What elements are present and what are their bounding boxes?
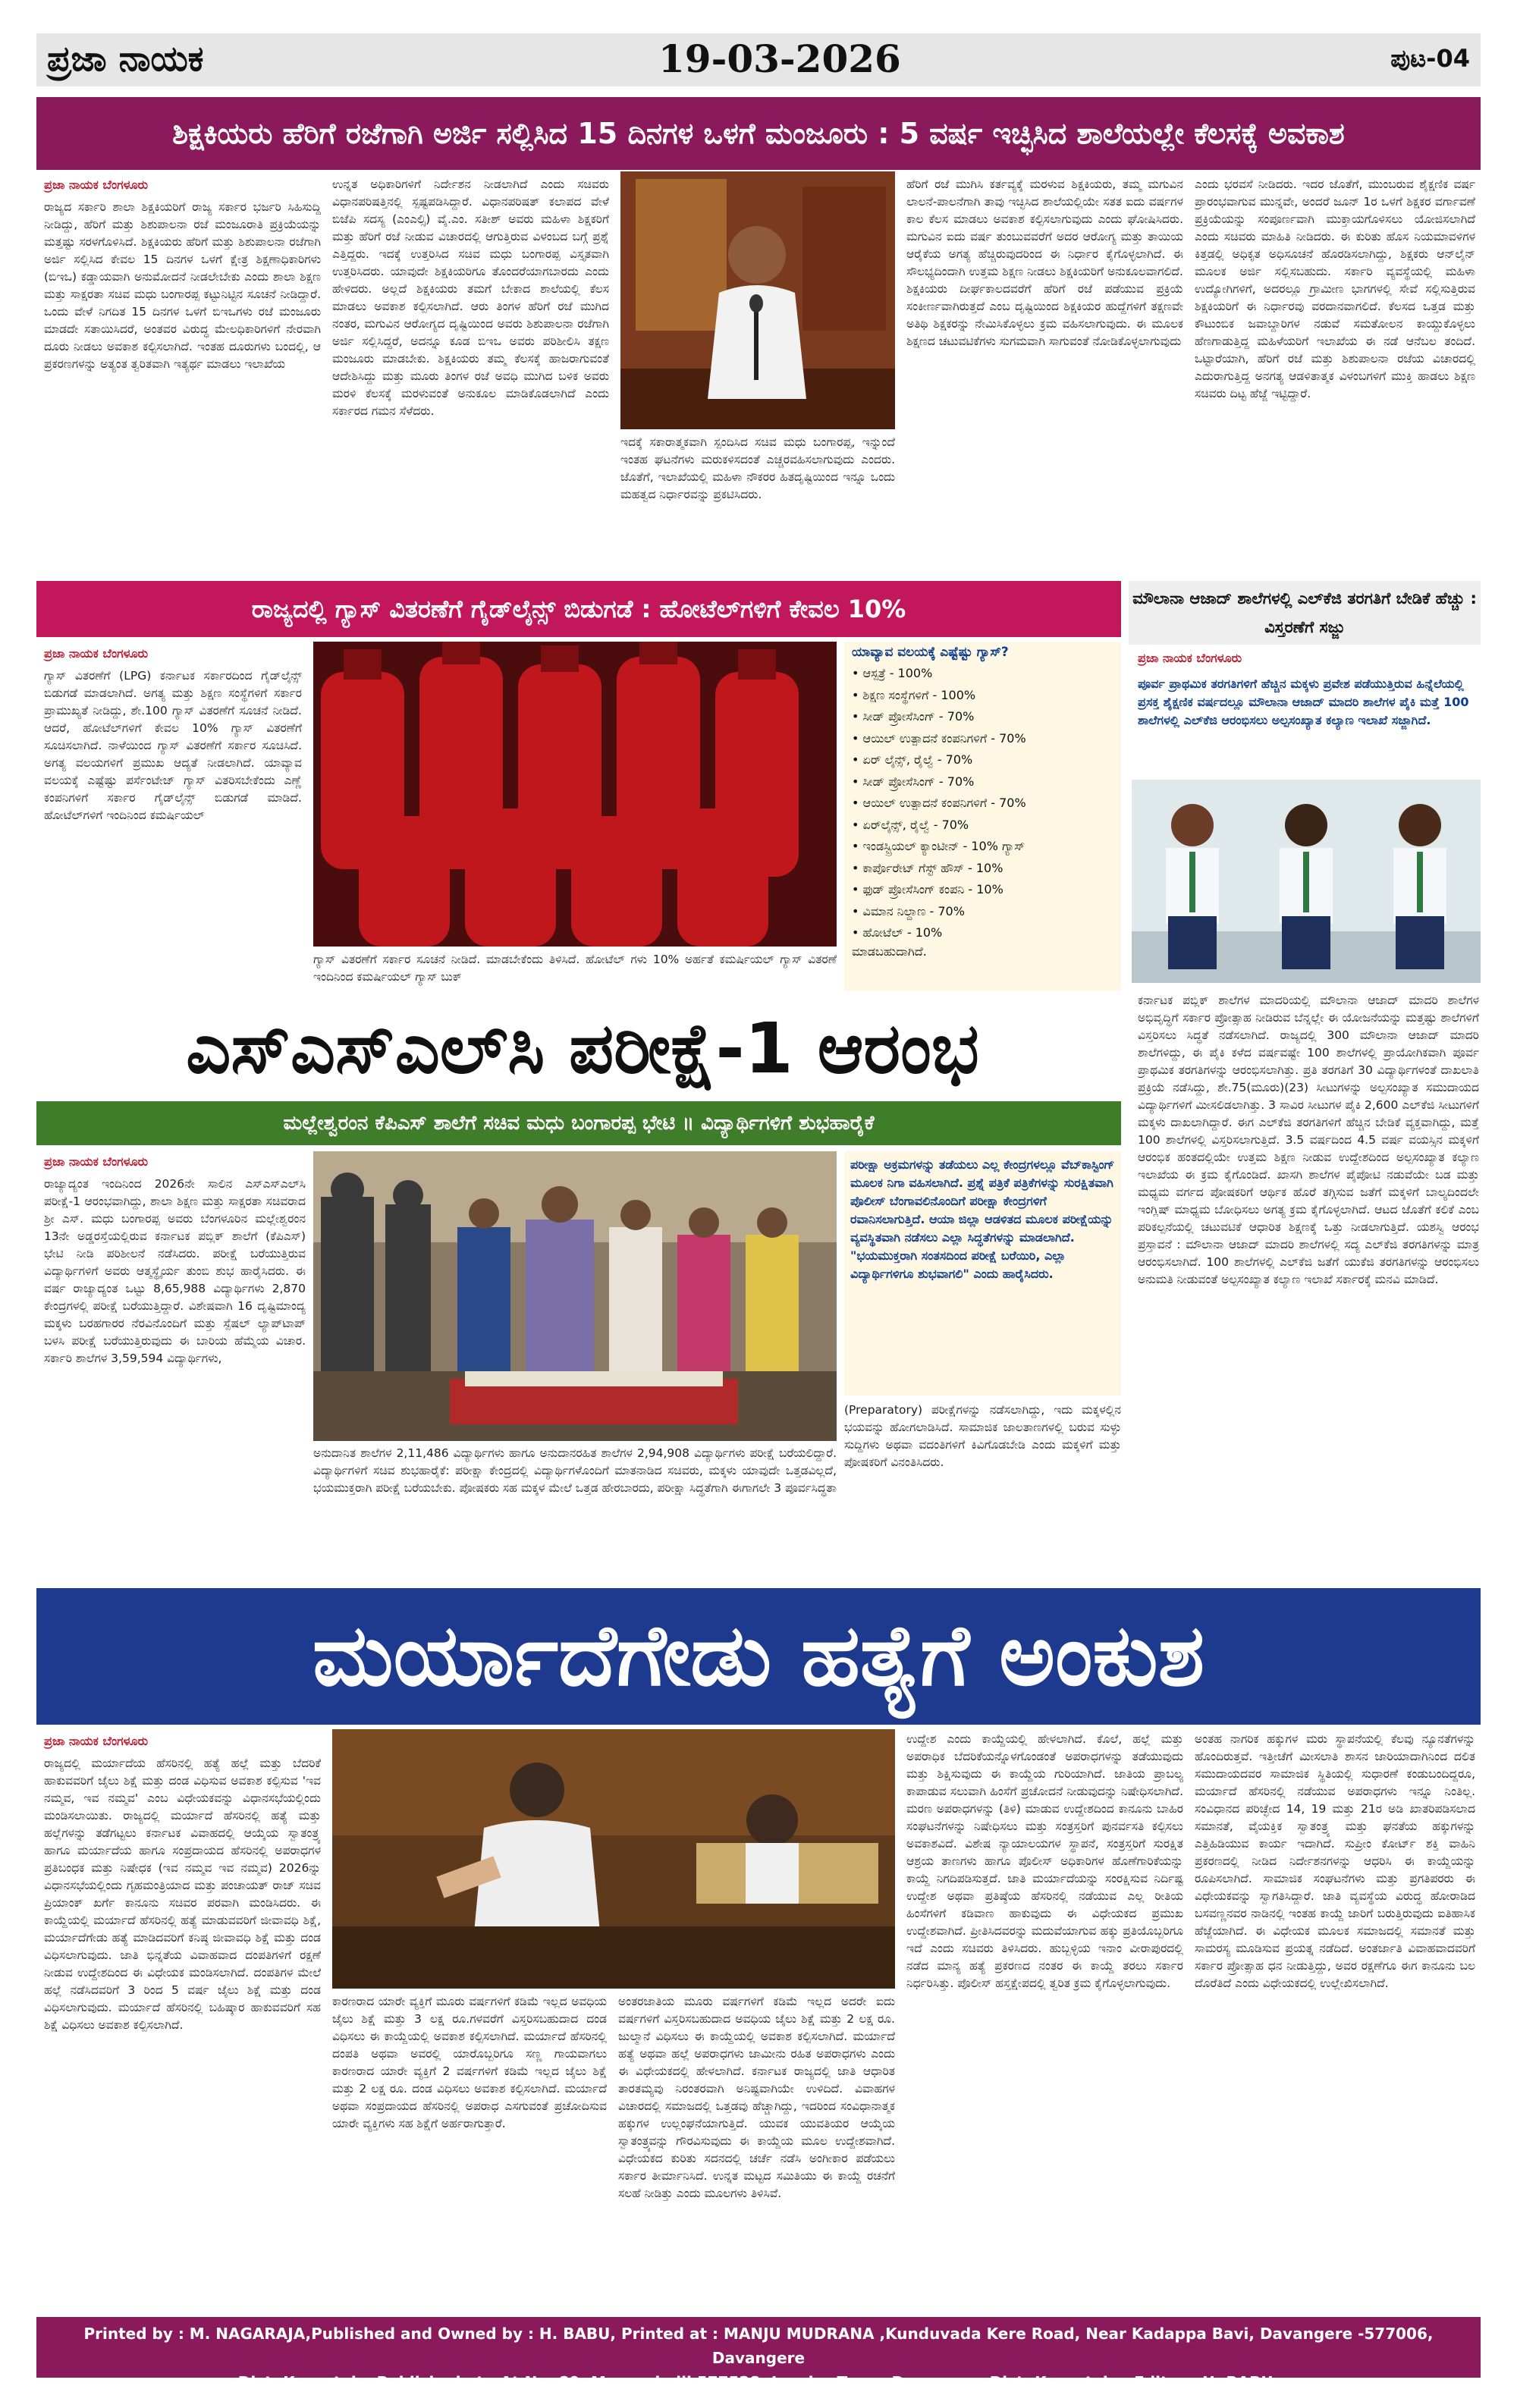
story3-col3: (Preparatory) ಪರೀಕ್ಷೆಗಳನ್ನು ನಡೆಸಲಾಗಿದ್ದು, ಇದು ಮಕ್ಕಳಲ್ಲಿನ ಭಯವನ್ನು ಹೋಗಲಾಡಿಸಿದೆ. ಸಾಮಾಜಿಕ ಜಾಲತಾಣಗಳಲ್ಲಿ ಬರುವ ಸುಳ್ಳು ಸುದ್ದಿಗಳು ಅಥವಾ ವದಂತಿಗಳಿಗೆ ಕಿವಿಗೊಡಬೇಡಿ ಎಂದು ಮಕ್ಕಳಿಗೆ ಮತ್ತು ಪೋಷಕರಿಗೆ ವಿನಂತಿಸಿದರು. [844, 1403, 1121, 1469]
story4-caption: ಕಾರಣರಾದ ಯಾರೇ ವ್ಯಕ್ತಿಗೆ ಮೂರು ವರ್ಷಗಳಿಗೆ ಕಡಿಮೆ ಇಲ್ಲದ ಅವಧಿಯ ಜೈಲು ಶಿಕ್ಷೆ ಮತ್ತು 3 ಲಕ್ಷ ರೂ.ಗಳವರೆಗೆ ವಿಸ್ತರಿಸಬಹುದಾದ ದಂಡ ವಿಧಿಸಲು ಈ ಕಾಯ್ದೆಯಲ್ಲಿ ಅವಕಾಶ ಕಲ್ಪಿಸಲಾಗಿದೆ. ಮರ್ಯಾದೆ ಹೆಸರಿನಲ್ಲಿ ದಂಪತಿ ಅಥವಾ ಅವರಲ್ಲಿ ಯಾರೊಬ್ಬರಿಗೂ ಸಣ್ಣ ಗಾಯವಾಗಲು ಕಾರಣರಾದ ಯಾರೇ ವ್ಯಕ್ತಿಗೆ 2 ವರ್ಷಗಳಿಗೆ ಕಡಿಮೆ ಇಲ್ಲದ ಜೈಲು ಶಿಕ್ಷೆ ಮತ್ತು 2 ಲಕ್ಷ ರೂ. ದಂಡ ವಿಧಿಸಲು ಅವಕಾಶ ಕಲ್ಪಿಸಲಾಗಿದೆ. ಮರ್ಯಾದೆ ಅಥವಾ ಸಂಪ್ರದಾಯದ ಹೆಸರಿನಲ್ಲಿ ಅಪರಾಧ ಎಸಗುವಂತೆ ಪ್ರಚೋದಿಸುವ ಯಾರೇ ವ್ಯಕ್ತಿಗಳು ಸಹ ಶಿಕ್ಷೆಗೆ ಅರ್ಹರಾಗುತ್ತಾರೆ. [332, 1995, 607, 2130]
gas-allocation-list [852, 663, 1113, 944]
gas-item: • ಏರ್ ಲೈನ್ಸ್, ರೈಲ್ವೆ - 70% [852, 749, 1113, 771]
story2-photo [313, 642, 837, 947]
gas-item: • ಸೀಡ್ ಪ್ರೋಸೆಸಿಂಗ್ - 70% [852, 771, 1113, 793]
side-body: ಕರ್ನಾಟಕ ಪಬ್ಲಿಕ್ ಶಾಲೆಗಳ ಮಾದರಿಯಲ್ಲಿ ಮೌಲಾನಾ ಆಜಾದ್ ಮಾದರಿ ಶಾಲೆಗಳ ಅಭಿವೃದ್ಧಿಗೆ ಸರ್ಕಾರ ಪ್ರೋತ್ಸಾಹ ನೀಡಿರುವ ಬೆನ್ನಲ್ಲೇ ಈ ಯೋಜನೆಯನ್ನು ಮತ್ತಷ್ಟು ಶಾಲೆಗಳಿಗೆ ವಿಸ್ತರಿಸಲು ಸಿದ್ಧತೆ ನಡೆಸಲಾಗಿದೆ. ರಾಜ್ಯದಲ್ಲಿ 300 ಮೌಲಾನಾ ಆಜಾದ್ ಮಾದರಿ ಶಾಲೆಗಳಿದ್ದು, ಈ ಪೈಕಿ ಕಳೆದ ವರ್ಷವಷ್ಟೇ 100 ಶಾಲೆಗಳಲ್ಲಿ ಪ್ರಾಯೋಗಿಕವಾಗಿ ಪೂರ್ವ ಪ್ರಾಥಮಿಕ ತರಗತಿಗಳನ್ನು ಆರಂಭಿಸಲಾಗಿತ್ತು. ಪ್ರತಿ ತರಗತಿಗೆ 30 ವಿದ್ಯಾರ್ಥಿಗಳಂತೆ ದಾಖಲಾತಿ ಪ್ರಕ್ರಿಯೆ ನಡೆಸಿದ್ದು, ಶೇ.75(ಮೂರು)(23) ಸೀಟುಗಳನ್ನು ಅಲ್ಪಸಂಖ್ಯಾತ ಸಮುದಾಯದ ವಿದ್ಯಾರ್ಥಿಗಳಿಗೆ ಮೀಸಲಿಡಲಾಗಿತ್ತು. 3 ಸಾವಿರ ಸೀಟುಗಳ ಪೈಕಿ 2,600 ಎಲ್‌ಕೆಜಿ ಸೀಟುಗಳಿಗೆ ಮಕ್ಕಳು ದಾಖಲಾಗಿದ್ದಾರೆ. ಈಗ ಎಲ್‌ಕೆಜಿ ತರಗತಿಗಳಿಗೆ ಹೆಚ್ಚಿನ ಬೇಡಿಕೆ ವ್ಯಕ್ತವಾಗಿದ್ದು, ಮತ್ತೆ 100 ಶಾಲೆಗಳಲ್ಲಿ ವಿಸ್ತರಿಸಲಾಗುತ್ತಿದೆ. 3.5 ವರ್ಷದಿಂದ 4.5 ವರ್ಷ ವಯಸ್ಸಿನ ಮಕ್ಕಳಿಗೆ ಆರಂಭಿಕ ಹಂತದಲ್ಲಿಯೇ ಉತ್ತಮ ಶಿಕ್ಷಣ ನೀಡುವ ಉದ್ದೇಶದಿಂದ ಅಲ್ಪಸಂಖ್ಯಾತ ಕಲ್ಯಾಣ ಇಲಾಖೆಯ ಈ ಕ್ರಮ ಕೈಗೊಂಡಿದೆ. ಖಾಸಗಿ ಶಾಲೆಗಳ ಪೈಪೋಟಿ ನಡುವೆಯೇ ಬಡ ಮತ್ತು ಮಧ್ಯಮ ವರ್ಗದ ಪೋಷಕರಿಗೆ ಆರ್ಥಿಕ ಹೊರೆ ತಗ್ಗಿಸುವ ಜತೆಗೆ ಮಕ್ಕಳಿಗೆ ಬಾಲ್ಯದಿಂದಲೇ ಇಂಗ್ಲಿಷ್ ಮಾಧ್ಯಮ ಬೋಧಿಸಲು ಅಗತ್ಯ ಕ್ರಮ ಕೈಗೊಳ್ಳಲಾಗಿದೆ. ಆಟದ ಜೊತೆಗೆ ಕಲಿಕೆ ಎಂಬ ಪರಿಕಲ್ಪನೆಯಲ್ಲಿ ಚಟುವಟಿಕೆ ಆಧಾರಿತ ಶಿಕ್ಷಣಕ್ಕೆ ಒತ್ತು ನೀಡಲಾಗುತ್ತಿದೆ. ಯಶಸ್ವಿ ಆರಂಭ ಪ್ರಸ್ತಾವನೆ : ಮೌಲಾನಾ ಆಜಾದ್ ಮಾದರಿ ಶಾಲೆಗಳಲ್ಲಿ ಸದ್ಯ ಎಲ್‌ಕೆಜಿ ತರಗತಿಗಳನ್ನು ಮಾತ್ರ ಆರಂಭಿಸಲಾಗಿದೆ. 100 ಶಾಲೆಗಳಲ್ಲಿ ಎಲ್‌ಕೆಜಿ ಜತೆಗೆ ಯುಕೆಜಿ ತರಗತಿಗಳನ್ನು ಆರಂಭಿಸಲು ಅನುಮತಿ ನೀಡುವಂತೆ ಅಲ್ಪಸಂಖ್ಯಾತ ಕಲ್ಯಾಣ ಇಲಾಖೆ ಸರ್ಕಾರಕ್ಕೆ ಮನವಿ ಮಾಡಿದೆ. [1138, 994, 1479, 1286]
newspaper-name: ಪ್ರಜಾ ನಾಯಕ [47, 38, 204, 79]
story1-col3: ಹೆರಿಗೆ ರಜೆ ಮುಗಿಸಿ ಕರ್ತವ್ಯಕ್ಕೆ ಮರಳುವ ಶಿಕ್ಷಕಿಯರು, ತಮ್ಮ ಮಗುವಿನ ಲಾಲನೆ-ಪಾಲನೆಗಾಗಿ ತಾವು ಇಚ್ಛಿಸಿದ ಶಾಲೆಯಲ್ಲಿಯೇ ಸತತ ಐದು ವರ್ಷಗಳ ಕಾಲ ಕೆಲಸ ಮಾಡಲು ಅವಕಾಶ ಕಲ್ಪಿಸಲಾಗುವುದು ಎಂದು ಘೋಷಿಸಿದರು. ಮಗುವಿನ ಐದು ವರ್ಷ ತುಂಬುವವರೆಗೆ ಅದರ ಆರೋಗ್ಯ ಮತ್ತು ತಾಯಿಯ ಆರೈಕೆಯ ಅಗತ್ಯ ಹೆಚ್ಚಿರುವುದರಿಂದ ಈ ನಿರ್ಧಾರ ಕೈಗೊಳ್ಳಲಾಗಿದೆ. ಈ ಸೌಲಭ್ಯದಿಂದಾಗಿ ಉತ್ತಮ ಶಿಕ್ಷಣ ನೀಡಲು ಶಿಕ್ಷಕಿಯರಿಗೆ ಅನುಕೂಲವಾಗಲಿದೆ. ಶಿಕ್ಷಕಿಯರು ದೀರ್ಘಕಾಲದವರೆಗೆ ಹೆರಿಗೆ ರಜೆ ಪಡೆಯುವ ಪ್ರಕ್ರಿಯೆ ಸಂಕೀರ್ಣವಾಗಿರುತ್ತದೆ ಎಂಬ ದೃಷ್ಟಿಯಿಂದ ಶಿಕ್ಷಕಿಯರ ಹುದ್ದೆಗಳಿಗೆ ತಕ್ಷಣವೇ ಅತಿಥಿ ಶಿಕ್ಷಕರನ್ನು ನೇಮಿಸಿಕೊಳ್ಳಲು ಕ್ರಮ ವಹಿಸಲಾಗುವುದು. ಈ ಮೂಲಕ ಶಿಕ್ಷಣದ ಚಟುವಟಿಕೆಗಳು ಸುಗಮವಾಗಿ ಸಾಗುವಂತೆ ನೋಡಿಕೊಳ್ಳಲಾಗುವುದು [906, 177, 1183, 348]
story1-photo [620, 171, 895, 429]
gas-item: • ಸೀಡ್ ಪ್ರೋಸೆಸಿಂಗ್ - 70% [852, 706, 1113, 728]
imprint-line-2: Dist, Karnataka Published at : At No .89, Marenahalli 577528, Jagalur Town, Davangere Dist, Karnataka. Editor : H. BABU. [237, 2373, 1280, 2391]
story4-col5: ಅಂತಹ ನಾಗರಿಕ ಹಕ್ಕುಗಳ ಮರು ಸ್ಥಾಪನೆಯಲ್ಲಿ ಕೆಲವು ನ್ಯೂನತೆಗಳನ್ನು ಹೊಂದಿರುತ್ತವೆ. ಇತ್ತೀಚೆಗೆ ಮೀಸಲಾತಿ ಶಾಸನ ಜಾರಿಯಾದಾಗಿನಿಂದ ದಲಿತ ಸಮುದಾಯದವರ ಸಾಮಾಜಿಕ ಸ್ಥಿತಿಯಲ್ಲಿ ಸುಧಾರಣೆ ಕಂಡುಬಂದಿದ್ದರೂ, ಮರ್ಯಾದೆ ಹೆಸರಿನಲ್ಲಿ ನಡೆಯುವ ಅಪರಾಧಗಳು ಇನ್ನೂ ನಿಂತಿಲ್ಲ. ಸಂವಿಧಾನದ ಪರಿಚ್ಛೇದ 14, 19 ಮತ್ತು 21ರ ಅಡಿ ಖಾತರಿಪಡಿಸಲಾದ ಸಮಾನತೆ, ವೈಯಕ್ತಿಕ ಸ್ವಾತಂತ್ರ್ಯ ಮತ್ತು ಘನತೆಯ ಹಕ್ಕುಗಳನ್ನು ಎತ್ತಿಹಿಡಿಯುವ ಕಾರ್ಯ ಇದಾಗಿದೆ. ಸುಪ್ರೀಂ ಕೋರ್ಟ್ ಶಕ್ತಿ ವಾಹಿನಿ ಪ್ರಕರಣದಲ್ಲಿ ನೀಡಿದ ನಿರ್ದೇಶನಗಳನ್ನು ಆಧರಿಸಿ ಈ ಕಾಯ್ದೆಯನ್ನು ರೂಪಿಸಲಾಗಿದೆ. ಸಾಮಾಜಿಕ ಸಂಘಟನೆಗಳು ಮತ್ತು ಪ್ರಗತಿಪರರು ಈ ವಿಧೇಯಕವನ್ನು ಸ್ವಾಗತಿಸಿದ್ದಾರೆ. ಜಾತಿ ವ್ಯವಸ್ಥೆಯ ವಿರುದ್ಧ ಹೋರಾಡಿದ ಬಸವಣ್ಣನವರ ನಾಡಿನಲ್ಲಿ ಇಂತಹ ಕಾಯ್ದೆ ಜಾರಿಗೆ ಬರುತ್ತಿರುವುದು ಐತಿಹಾಸಿಕ ಹೆಜ್ಜೆಯಾಗಿದೆ. ಈ ವಿಧೇಯಕ ಮೂಲಕ ಸಮಾಜದಲ್ಲಿ ಸಮಾನತೆ ಮತ್ತು ಸಾಮರಸ್ಯ ಮೂಡಿಸುವ ಪ್ರಯತ್ನ ನಡೆದಿದೆ. ಅಂತರ್ಜಾತಿ ವಿವಾಹವಾದವರಿಗೆ ಸರ್ಕಾರ ಪ್ರೋತ್ಸಾಹ ಧನ ನೀಡುತ್ತಿದ್ದು, ಅವರ ರಕ್ಷಣೆಗೂ ಈಗ ಕಾನೂನು ಬಲ ದೊರೆತಿದೆ ಎಂದು ವಿಧೇಯಕದಲ್ಲಿ ಉಲ್ಲೇಖಿಸಲಾಗಿದೆ. [1195, 1732, 1475, 1990]
story3-highlight: ಪರೀಕ್ಷಾ ಅಕ್ರಮಗಳನ್ನು ತಡೆಯಲು ಎಲ್ಲ ಕೇಂದ್ರಗಳಲ್ಲೂ ವೆಬ್‌ಕಾಸ್ಟಿಂಗ್ ಮೂಲಕ ನಿಗಾ ವಹಿಸಲಾಗಿದೆ. ಪ್ರಶ್ನೆ ಪತ್ರಿಕೆ ಪತ್ರಿಕೆಗಳನ್ನು ಸುರಕ್ಷಿತವಾಗಿ ಪೊಲೀಸ್ ಬೆಂಗಾವಲಿನೊಂದಿಗೆ ಪರೀಕ್ಷಾ ಕೇಂದ್ರಗಳಿಗೆ ರವಾನಿಸಲಾಗುತ್ತಿದೆ. ಆಯಾ ಜಿಲ್ಲಾ ಆಡಳಿತದ ಮೂಲಕ ಪರೀಕ್ಷೆಯನ್ನು ವ್ಯವಸ್ಥಿತವಾಗಿ ನಡೆಸಲು ಎಲ್ಲಾ ಸಿದ್ಧತೆಗಳನ್ನು ಮಾಡಲಾಗಿದೆ. "ಭಯಮುಕ್ತರಾಗಿ ಸಂತಸದಿಂದ ಪರೀಕ್ಷೆ ಬರೆಯಿರಿ, ಎಲ್ಲಾ ವಿದ್ಯಾರ್ಥಿಗಳಿಗೂ ಶುಭವಾಗಲಿ" ಎಂದು ಹಾರೈಸಿದರು. [844, 1151, 1121, 1396]
students-photo [1132, 780, 1481, 983]
gas-list-tail: ಮಾಡಬಹುದಾಗಿದೆ. [852, 943, 927, 959]
gas-allocation-box [844, 642, 1121, 991]
story4-headline: ಮರ್ಯಾದೆಗೇಡು ಹತ್ಯೆಗೆ ಅಂಕುಶ [36, 1588, 1481, 1725]
gas-cylinders-photo [313, 642, 837, 947]
story2-headline: ರಾಜ್ಯದಲ್ಲಿ ಗ್ಯಾಸ್ ವಿತರಣೆಗೆ ಗೈಡ್‌ಲೈನ್ಸ್ ಬಿಡುಗಡೆ : ಹೋಟೆಲ್‌ಗಳಿಗೆ ಕೇವಲ 10% [36, 581, 1121, 637]
story2-col1: ಗ್ಯಾಸ್ ವಿತರಣೆಗೆ (LPG) ಕರ್ನಾಟಕ ಸರ್ಕಾರದಿಂದ ಗೈಡ್‌ಲೈನ್ಸ್ ಬಿಡುಗಡೆ ಮಾಡಲಾಗಿದೆ. ಅಗತ್ಯ ಮತ್ತು ಶಿಕ್ಷಣ ಸಂಸ್ಥೆಗಳಿಗೆ ಸರ್ಕಾರ ಪ್ರಾಮುಖ್ಯತೆ ನೀಡಿದ್ದು, ಶೇ.100 ಗ್ಯಾಸ್ ವಿತರಣೆಗೆ ಸೂಚನೆ ನೀಡಿದೆ. ಆದರೆ, ಹೋಟೆಲ್‌ಗಳಿಗೆ ಕೇವಲ 10% ಗ್ಯಾಸ್ ವಿತರಣೆಗೆ ಸೂಚಿಸಲಾಗಿದೆ. ನಾಳೆಯಿಂದ ಗ್ಯಾಸ್ ವಿತರಣೆಗೆ ಸರ್ಕಾರ ಸೂಚಿಸಿದೆ. ಅಗತ್ಯ ವಲಯಗಳಿಗೆ ಪ್ರಮುಖ ಆದ್ಯತೆ ನೀಡಲಾಗಿದೆ. ಯಾವ್ಯಾವ ವಲಯಕ್ಕೆ ಎಷ್ಟೆಷ್ಟು ಪರ್ಸೆಂಟೇಜ್ ಗ್ಯಾಸ್ ವಿತರಿಸಬೇಕೆಂದು ಎಣ್ಣೆ ಕಂಪನಿಗಳಿಗೆ ಸರ್ಕಾರ ಗೈಡ್‌ಲೈನ್ಸ್ ಬಿಡುಗಡೆ ಮಾಡಿದೆ. ಹೋಟೆಲ್‌ಗಳಿಗೆ ಇಂದಿನಿಂದ ಕಮರ್ಷಿಯಲ್ [44, 669, 302, 822]
assembly-speech-photo [332, 1729, 895, 1989]
minister-speaking-photo [620, 171, 895, 429]
imprint-line-1: Printed by : M. NAGARAJA,Published and Owned by : H. BABU, Printed at : MANJU MUDRANA ,Kunduvada Kere Road, Near Kadappa Bavi, Davangere -577006, Davangere [83, 2325, 1434, 2367]
story1-col1: ರಾಜ್ಯದ ಸರ್ಕಾರಿ ಶಾಲಾ ಶಿಕ್ಷಕಿಯರಿಗೆ ರಾಜ್ಯ ಸರ್ಕಾರ ಭರ್ಜರಿ ಸಿಹಿಸುದ್ದಿ ನೀಡಿದ್ದು, ಹೆರಿಗೆ ಮತ್ತು ಶಿಶುಪಾಲನಾ ರಜೆ ಮಂಜೂರಾತಿ ಪ್ರಕ್ರಿಯೆಯನ್ನು ಮತ್ತಷ್ಟು ಸರಳಗೊಳಿಸಿದೆ. ಶಿಕ್ಷಕಿಯರು ಹೆರಿಗೆ ಮತ್ತು ಶಿಶುಪಾಲನಾ ರಜೆಗಾಗಿ ಅರ್ಜಿ ಸಲ್ಲಿಸಿದ ಕೇವಲ 15 ದಿನಗಳ ಒಳಗೆ ಕ್ಷೇತ್ರ ಶಿಕ್ಷಣಾಧಿಕಾರಿಗಳು (ಬಿಇಒ) ಕಡ್ಡಾಯವಾಗಿ ಅನುಮೋದನೆ ನೀಡಲೇಬೇಕು ಎಂದು ಶಾಲಾ ಶಿಕ್ಷಣ ಮತ್ತು ಸಾಕ್ಷರತಾ ಸಚಿವ ಮಧು ಬಂಗಾರಪ್ಪ ಕಟ್ಟುನಿಟ್ಟಿನ ಸೂಚನೆ ನೀಡಿದ್ದಾರೆ. ಒಂದು ವೇಳೆ ನಿಗದಿತ 15 ದಿನಗಳ ಒಳಗೆ ಬಿಇಒಗಳು ರಜೆ ಮಂಜೂರು ಮಾಡದೇ ಸತಾಯಿಸಿದರೆ, ಅಂತವರ ವಿರುದ್ಧ ಮೇಲಧಿಕಾರಿಗಳಿಗೆ ನೇರವಾಗಿ ದೂರು ನೀಡಲು ಅವಕಾಶ ಕಲ್ಪಿಸಲಾಗಿದೆ. ಇಂತಹ ದೂರುಗಳು ಬಂದಲ್ಲಿ, ಆ ಪ್ರಕರಣಗಳನ್ನು ಅತ್ಯಂತ ತ್ವರಿತವಾಗಿ ಇತ್ಯರ್ಥ ಮಾಡಲು ಇಲಾಖೆಯ [44, 200, 321, 371]
story4-col1: ರಾಜ್ಯದಲ್ಲಿ ಮರ್ಯಾದೆಯ ಹೆಸರಿನಲ್ಲಿ ಹತ್ಯೆ ಹಲ್ಲೆ ಮತ್ತು ಬೆದರಿಕೆ ಹಾಕುವವರಿಗೆ ಜೈಲು ಶಿಕ್ಷೆ ಮತ್ತು ದಂಡ ವಿಧಿಸುವ ಅವಕಾಶ ಕಲ್ಪಿಸುವ 'ಇವ ನಮ್ಮವ, ಇವ ನಮ್ಮವ' ಎಂಬ ವಿಧೇಯಕವನ್ನು ವಿಧಾನಸಭೆಯಲ್ಲಿಂದು ಮಂಡಿಸಲಾಯಿತು. ರಾಜ್ಯದಲ್ಲಿ ಮರ್ಯಾದೆ ಹೆಸರಿನಲ್ಲಿ ಹತ್ಯೆ ಮತ್ತು ಹಲ್ಲೆಗಳನ್ನು ತಡೆಗಟ್ಟಲು ಕರ್ನಾಟಕ ವಿವಾಹದಲ್ಲಿ ಆಯ್ಕೆಯ ಸ್ವಾತಂತ್ರ್ಯ ಹಾಗೂ ಮರ್ಯಾದೆಯ ಹಾಗೂ ಸಂಪ್ರದಾಯದ ಹೆಸರಿನಲ್ಲಿ ಅಪರಾಧಗಳ ಪ್ರತಿಬಂಧಕ ಮತ್ತು ನಿಷೇಧಕ (ಇವ ನಮ್ಮವ ಇವ ನಮ್ಮವ) 2026ನ್ನು ವಿಧಾನಸಭೆಯಲ್ಲಿಂದು ಗೃಹಮಂತ್ರಿಯಾದ ಮತ್ತು ಪಂಚಾಯತ್ ರಾಜ್ ಸಚಿವ ಪ್ರಿಯಾಂಕ್ ಖರ್ಗೆ ಕಾನೂನು ಸಚಿವರ ಪರವಾಗಿ ಮಂಡಿಸಿದರು. ಈ ಕಾಯ್ದೆಯಲ್ಲಿ ಮರ್ಯಾದೆ ಹೆಸರಿನಲ್ಲಿ ಹತ್ಯೆ ಮಾಡುವವರಿಗೆ ಜೀವಾವಧಿ ಶಿಕ್ಷೆ, ಮರ್ಯಾದೆಗೇಡು ಹತ್ಯೆ ಮಾಡಿದವರಿಗೆ ಕನಿಷ್ಠ ಜೀವಾವಧಿ ಶಿಕ್ಷೆ ಮತ್ತು ದಂಡ ವಿಧಿಸಲಾಗುವುದು. ಜಾತಿ ಭಿನ್ನತೆಯ ವಿವಾಹವಾದ ದಂಪತಿಗಳಿಗೆ ರಕ್ಷಣೆ ನೀಡುವ ಉದ್ದೇಶದಿಂದ ಈ ವಿಧೇಯಕ ಮಂಡಿಸಲಾಗಿದೆ. ದಂಪತಿಗಳ ಮೇಲೆ ಹಲ್ಲೆ ನಡೆಸಿದವರಿಗೆ 3 ರಿಂದ 5 ವರ್ಷ ಜೈಲು ಶಿಕ್ಷೆ ಮತ್ತು ದಂಡ ವಿಧಿಸಲಾಗುವುದು. ಮರ್ಯಾದೆ ಹೆಸರಿನಲ್ಲಿ ಬಹಿಷ್ಕಾರ ಹಾಕುವವರಿಗೆ ಸಹ ಶಿಕ್ಷೆ ವಿಧಿಸಲು ಅವಕಾಶ ಕಲ್ಪಿಸಲಾಗಿದೆ. [44, 1757, 321, 2032]
story3-photo-caption: ಅನುದಾನಿತ ಶಾಲೆಗಳ 2,11,486 ವಿದ್ಯಾರ್ಥಿಗಳು ಹಾಗೂ ಅನುದಾನರಹಿತ ಶಾಲೆಗಳ 2,94,908 ವಿದ್ಯಾರ್ಥಿಗಳು ಪರೀಕ್ಷೆ ಬರೆಯಲಿದ್ದಾರೆ. ವಿದ್ಯಾರ್ಥಿಗಳಿಗೆ ಸಚಿವ ಶುಭಹಾರೈಕೆ: ಪರೀಕ್ಷಾ ಕೇಂದ್ರದಲ್ಲಿ ವಿದ್ಯಾರ್ಥಿಗಳೊಂದಿಗೆ ಮಾತನಾಡಿದ ಸಚಿವರು, ಮಕ್ಕಳು ಯಾವುದೇ ಒತ್ತಡವಿಲ್ಲದೆ, ಭಯಮುಕ್ತರಾಗಿ ಪರೀಕ್ಷೆ ಬರೆಯಬೇಕು. ಪೋಷಕರು ಸಹ ಮಕ್ಕಳ ಮೇಲೆ ಒತ್ತಡ ಹೇರಬಾರದು, ಪರೀಕ್ಷಾ ಸಿದ್ಧತೆಗಾಗಿ ಈಗಾಗಲೇ 3 ಪೂರ್ವಸಿದ್ಧತಾ [313, 1446, 837, 1495]
gas-item: • ಆಯಿಲ್ ಉತ್ಪಾದನೆ ಕಂಪನಿಗಳಿಗೆ - 70% [852, 793, 1113, 815]
story4-photo [332, 1729, 895, 1989]
story2-photo-caption: ಗ್ಯಾಸ್ ವಿತರಣೆಗೆ ಸರ್ಕಾರ ಸೂಚನೆ ನೀಡಿದೆ. ಮಾಡಬೇಕೆಂದು ತಿಳಿಸಿದೆ. ಹೋಟೆಲ್ ಗಳು 10% ಅರ್ಹತೆ ಕಮರ್ಷಿಯಲ್ ಗ್ಯಾಸ್ ವಿತರಣೆ ಇಂದಿನಿಂದ ಕಮರ್ಷಿಯಲ್ ಗ್ಯಾಸ್ ಬುಕ್ [313, 953, 837, 984]
exam-visit-photo [313, 1151, 837, 1441]
issue-date: 19-03-2026 [658, 36, 901, 81]
story1-headline: ಶಿಕ್ಷಕಿಯರು ಹೆರಿಗೆ ರಜೆಗಾಗಿ ಅರ್ಜಿ ಸಲ್ಲಿಸಿದ 15 ದಿನಗಳ ಒಳಗೆ ಮಂಜೂರು : 5 ವರ್ಷ ಇಚ್ಛಿಸಿದ ಶಾಲೆಯಲ್ಲೇ ಕೆಲಸಕ್ಕೆ ಅವಕಾಶ [36, 97, 1481, 170]
gas-allocation-title: ಯಾವ್ಯಾವ ವಲಯಕ್ಕೆ ಎಷ್ಟೆಷ್ಟು ಗ್ಯಾಸ್? [852, 645, 1009, 660]
gas-item: • ಕಾರ್ಪೊರೇಟ್ ಗೆಸ್ಟ್ ಹೌಸ್ - 10% [852, 858, 1113, 880]
gas-item: • ಆಯಿಲ್ ಉತ್ಪಾದನೆ ಕಂಪನಿಗಳಿಗೆ - 70% [852, 728, 1113, 750]
gas-item: • ಆಸ್ಪತ್ರೆ - 100% [852, 663, 1113, 685]
side-highlight: ಪೂರ್ವ ಪ್ರಾಥಮಿಕ ತರಗತಿಗಳಿಗೆ ಹೆಚ್ಚಿನ ಮಕ್ಕಳು ಪ್ರವೇಶ ಪಡೆಯುತ್ತಿರುವ ಹಿನ್ನೆಲೆಯಲ್ಲಿ ಪ್ರಸಕ್ತ ಶೈಕ್ಷಣಿಕ ವರ್ಷದಲ್ಲೂ ಮೌಲಾನಾ ಆಜಾದ್ ಮಾದರಿ ಶಾಲೆಗಳ ಪೈಕಿ ಮತ್ತೆ 100 ಶಾಲೆಗಳಲ್ಲಿ ಎಲ್‌ಕೆಜಿ ಆರಂಭಿಸಲು ಅಲ್ಪಸಂಖ್ಯಾತ ಕಲ್ಯಾಣ ಇಲಾಖೆ ಸಜ್ಜಾಗಿದೆ. [1138, 677, 1469, 727]
story3-byline: ಪ್ರಜಾ ನಾಯಕ ಬೆಂಗಳೂರು [44, 1154, 149, 1169]
gas-item: • ಶಿಕ್ಷಣ ಸಂಸ್ಥೆಗಳಿಗೆ - 100% [852, 685, 1113, 707]
gas-item: • ಇಂಡಸ್ಟ್ರಿಯಲ್ ಕ್ಯಾಂಟೀನ್ - 10% ಗ್ಯಾಸ್ [852, 836, 1113, 858]
story4-col4: ಉದ್ದೇಶ ಎಂದು ಕಾಯ್ದೆಯಲ್ಲಿ ಹೇಳಲಾಗಿದೆ. ಕೊಲೆ, ಹಲ್ಲೆ ಮತ್ತು ಅಪರಾಧಿಕ ಬೆದರಿಕೆಯನ್ನೊಳಗೊಂಡಂತೆ ಅಪರಾಧಗಳನ್ನು ತಡೆಯುವುದು ಮತ್ತು ಶಿಕ್ಷಿಸುವುದು ಈ ಕಾಯ್ದೆಯ ಗುರಿಯಾಗಿದೆ. ಜಾತಿಯ ಪ್ರಾಬಲ್ಯ ಕಾಪಾಡುವ ಸಲುವಾಗಿ ಹಿಂಸೆಗೆ ಪ್ರಚೋದನೆ ನೀಡುವುದನ್ನು ನಿಷೇಧಿಸಲಾಗಿದೆ. ಮರಣ ಅಪರಾಧಗಳನ್ನು (ತಿಳಿ) ಮಾಡುವ ಉದ್ದೇಶದಿಂದ ಕಾನೂನು ಬಾಹಿರ ಸಂಘಟನೆಗಳನ್ನು ನಿಷೇಧಿಸಲು ಮತ್ತು ಸಂತ್ರಸ್ತರಿಗೆ ಪುನರ್ವಸತಿ ಕಲ್ಪಿಸಲು ಅವಕಾಶವಿದೆ. ವಿಶೇಷ ನ್ಯಾಯಾಲಯಗಳ ಸ್ಥಾಪನೆ, ಸಂತ್ರಸ್ತರಿಗೆ ಸುರಕ್ಷಿತ ಆಶ್ರಯ ತಾಣಗಳು ಹಾಗೂ ಪೊಲೀಸ್ ಅಧಿಕಾರಿಗಳ ಹೊಣೆಗಾರಿಕೆಯನ್ನು ಕಾಯ್ದೆ ನಿಗದಿಪಡಿಸುತ್ತದೆ. ಜಾತಿ ಮರ್ಯಾದೆಯನ್ನು ಸಂರಕ್ಷಿಸುವ ನಿರ್ದಿಷ್ಟ ಉದ್ದೇಶ ಅಥವಾ ಪ್ರತಿಷ್ಠೆಯ ಹೆಸರಿನಲ್ಲಿ ನಡೆಯುವ ಎಲ್ಲ ರೀತಿಯ ಹಿಂಸೆಗಳಿಗೆ ಕಡಿವಾಣ ಹಾಕುವುದು ಈ ವಿಧೇಯಕದ ಪ್ರಮುಖ ಉದ್ದೇಶವಾಗಿದೆ. ಪ್ರೀತಿಸಿದವರನ್ನು ಮದುವೆಯಾಗುವ ಹಕ್ಕು ಪ್ರತಿಯೊಬ್ಬರಿಗೂ ಇದೆ ಎಂದು ಸಚಿವರು ತಿಳಿಸಿದರು. ಹುಬ್ಬಳ್ಳಿಯ ಇನಾಂ ವೀರಾಪುರದಲ್ಲಿ ನಡೆದ ಮಾನ್ಯ ಹತ್ಯೆ ಪ್ರಕರಣದ ನಂತರ ಈ ಕಾಯ್ದೆ ತರಲು ಸರ್ಕಾರ ನಿರ್ಧರಿಸಿತ್ತು. ಪೊಲೀಸ್ ಹಸ್ತಕ್ಷೇಪದಲ್ಲಿ ತ್ವರಿತ ಕ್ರಮ ಕೈಗೊಳ್ಳಲಾಗುವುದು. [906, 1732, 1183, 1990]
imprint-footer [36, 2317, 1481, 2391]
gas-item: • ಹೋಟೆಲ್ - 10% [852, 922, 1113, 944]
story1-photo-caption: ಇದಕ್ಕೆ ಸಕಾರಾತ್ಮಕವಾಗಿ ಸ್ಪಂದಿಸಿದ ಸಚಿವ ಮಧು ಬಂಗಾರಪ್ಪ, ಇನ್ನುಂದೆ ಇಂತಹ ಘಟನೆಗಳು ಮರುಕಳಿಸದಂತೆ ಎಚ್ಚರವಹಿಸಲಾಗುವುದು ಎಂದರು. ಜೊತೆಗೆ, ಇಲಾಖೆಯಲ್ಲಿ ಮಹಿಳಾ ನೌಕರರ ಹಿತದೃಷ್ಟಿಯಿಂದ ಇನ್ನೂ ಒಂದು ಮಹತ್ವದ ನಿರ್ಧಾರವನ್ನು ಪ್ರಕಟಿಸಿದರು. [620, 435, 895, 501]
masthead [36, 33, 1481, 86]
gas-item: • ಏರ್‌ಲೈನ್ಸ್, ರೈಲ್ವೆ - 70% [852, 815, 1113, 837]
side-photo [1132, 780, 1481, 983]
gas-item: • ಫುಡ್ ಪ್ರೋಸೆಸಿಂಗ್ ಕಂಪನಿ - 10% [852, 879, 1113, 901]
page-number: ಪುಟ-04 [1390, 44, 1470, 73]
gas-item: • ವಿಮಾನ ನಿಲ್ದಾಣ - 70% [852, 901, 1113, 923]
story4-byline: ಪ್ರಜಾ ನಾಯಕ ಬೆಂಗಳೂರು [44, 1734, 149, 1748]
story1-col2: ಉನ್ನತ ಅಧಿಕಾರಿಗಳಿಗೆ ನಿರ್ದೇಶನ ನೀಡಲಾಗಿದೆ ಎಂದು ಸಚಿವರು ವಿಧಾನಪರಿಷತ್ತಿನಲ್ಲಿ ಸ್ಪಷ್ಟಪಡಿಸಿದ್ದಾರೆ. ವಿಧಾನಪರಿಷತ್ ಕಲಾಪದ ವೇಳೆ ಬಿಜೆಪಿ ಸದಸ್ಯ (ಎಂಎಲ್ಸಿ) ವೈ.ಎಂ. ಸತೀಶ್ ಅವರು ಮಹಿಳಾ ಶಿಕ್ಷಕರಿಗೆ ಮತ್ತು ಹೆರಿಗೆ ರಜೆ ನೀಡುವ ವಿಚಾರದಲ್ಲಿ ಆಗುತ್ತಿರುವ ವಿಳಂಬದ ಬಗ್ಗೆ ಪ್ರಶ್ನೆ ಎತ್ತಿದ್ದರು. ಇದಕ್ಕೆ ಉತ್ತರಿಸಿದ ಸಚಿವ ಮಧು ಬಂಗಾರಪ್ಪ ವಿಸ್ತೃತವಾಗಿ ಉತ್ತರಿಸಿದರು. ಯಾವುದೇ ಶಿಕ್ಷಕಿಯರಿಗೂ ತೊಂದರೆಯಾಗಬಾರದು ಎಂದು ಹೇಳಿದರು. ಅಲ್ಲದೆ ಶಿಕ್ಷಕಿಯರು ತಮಗೆ ಬೇಕಾದ ಶಾಲೆಯಲ್ಲಿ ಕೆಲಸ ಮಾಡಲು ಅವಕಾಶ ಕಲ್ಪಿಸಲಾಗಿದೆ. ಆರು ತಿಂಗಳ ಹೆರಿಗೆ ರಜೆ ಮುಗಿದ ನಂತರ, ಮಗುವಿನ ಆರೋಗ್ಯದ ದೃಷ್ಟಿಯಿಂದ ಅವರು ಶಿಶುಪಾಲನಾ ರಜೆಗಾಗಿ ಅರ್ಜಿ ಸಲ್ಲಿಸಿದ್ದರೆ, ಅದನ್ನೂ ಕೂಡ ಬಿಇಒ ಅವರು ಪರಿಶೀಲಿಸಿ ತಕ್ಷಣ ಮಂಜೂರು ಮಾಡಬೇಕು. ಶಿಕ್ಷಕಿಯರು ತಮ್ಮ ಕೆಲಸಕ್ಕೆ ಹಾಜರಾಗುವಂತೆ ಆದೇಶಿಸಿದ್ದು ಮತ್ತು ಮೂರು ತಿಂಗಳ ರಜೆ ಅವಧಿ ಮುಗಿದ ಬಳಿಕ ಅವರು ಮರಳಿ ಕೆಲಸಕ್ಕೆ ಮರಳುವಂತೆ ಅನುಕೂಲ ಮಾಡಿಕೊಡಲಾಗಿದೆ ಎಂದು ಸರ್ಕಾರದ ಗಮನ ಸೆಳೆದರು. [332, 177, 609, 418]
story3-col1: ರಾಜ್ಯಾದ್ಯಂತ ಇಂದಿನಿಂದ 2026ನೇ ಸಾಲಿನ ಎಸ್‌ಎಸ್‌ಎಲ್‌ಸಿ ಪರೀಕ್ಷೆ-1 ಆರಂಭವಾಗಿದ್ದು, ಶಾಲಾ ಶಿಕ್ಷಣ ಮತ್ತು ಸಾಕ್ಷರತಾ ಸಚಿವರಾದ ಶ್ರೀ ಎಸ್. ಮಧು ಬಂಗಾರಪ್ಪ ಅವರು ಬೆಂಗಳೂರಿನ ಮಲ್ಲೇಶ್ವರಂನ 13ನೇ ಅಡ್ಡರಸ್ತೆಯಲ್ಲಿರುವ ಕರ್ನಾಟಕ ಪಬ್ಲಿಕ್ ಶಾಲೆಗೆ (ಕೆಪಿಎಸ್) ಭೇಟಿ ನೀಡಿ ಪರಿಶೀಲನೆ ನಡೆಸಿದರು. ಪರೀಕ್ಷೆ ಬರೆಯುತ್ತಿರುವ ವಿದ್ಯಾರ್ಥಿಗಳಿಗೆ ಅವರು ಆತ್ಮಸ್ಥೈರ್ಯ ತುಂಬಿ ಶುಭ ಹಾರೈಸಿದರು. ಈ ವರ್ಷ ರಾಜ್ಯಾದ್ಯಂತ ಒಟ್ಟು 8,65,988 ವಿದ್ಯಾರ್ಥಿಗಳು 2,870 ಕೇಂದ್ರಗಳಲ್ಲಿ ಪರೀಕ್ಷೆ ಬರೆಯುತ್ತಿದ್ದಾರೆ. ವಿಶೇಷವಾಗಿ 16 ದೃಷ್ಟಿಮಾಂದ್ಯ ಮಕ್ಕಳು ಬರಹಗಾರರ ನೆರವಿನೊಂದಿಗೆ ಮತ್ತು ಸ್ಪೆಷಲ್ ಲ್ಯಾಪ್‌ಟಾಪ್ ಬಳಸಿ ಪರೀಕ್ಷೆ ಬರೆಯುತ್ತಿರುವುದು ಈ ಬಾರಿಯ ಹೆಮ್ಮೆಯ ವಿಚಾರ. ಸರ್ಕಾರಿ ಶಾಲೆಗಳ 3,59,594 ವಿದ್ಯಾರ್ಥಿಗಳು, [44, 1177, 306, 1365]
story3-photo [313, 1151, 837, 1441]
story1-byline: ಪ್ರಜಾ ನಾಯಕ ಬೆಂಗಳೂರು [44, 177, 149, 192]
story3-headline: ಎಸ್‌ಎಸ್‌ಎಲ್‌ಸಿ ಪರೀಕ್ಷೆ-1 ಆರಂಭ [186, 1008, 979, 1089]
side-headline: ಮೌಲಾನಾ ಆಜಾದ್ ಶಾಲೆಗಳಲ್ಲಿ ಎಲ್‌ಕೆಜಿ ತರಗತಿಗೆ ಬೇಡಿಕೆ ಹೆಚ್ಚು : ವಿಸ್ತರಣೆಗೆ ಸಜ್ಜು [1129, 581, 1481, 645]
story4-col3: ಅಂತರಜಾತಿಯ ಮೂರು ವರ್ಷಗಳಿಗೆ ಕಡಿಮೆ ಇಲ್ಲದ ಅದರೇ ಐದು ವರ್ಷಗಳಿಗೆ ವಿಸ್ತರಿಸಬಹುದಾದ ಅವಧಿಯ ಜೈಲು ಶಿಕ್ಷೆ ಮತ್ತು 2 ಲಕ್ಷ ರೂ. ಜುಲ್ಮಾನೆ ವಿಧಿಸಲು ಈ ಕಾಯ್ದೆಯಲ್ಲಿ ಅವಕಾಶ ಕಲ್ಪಿಸಲಾಗಿದೆ. ಮರ್ಯಾದೆ ಹತ್ಯೆ ಅಥವಾ ಹಲ್ಲೆ ಅಪರಾಧಗಳು ಜಾಮೀನು ರಹಿತ ಅಪರಾಧಗಳು ಎಂದು ಈ ವಿಧೇಯಕದಲ್ಲಿ ಹೇಳಲಾಗಿದೆ. ಕರ್ನಾಟಕ ರಾಜ್ಯದಲ್ಲಿ ಜಾತಿ ಆಧಾರಿತ ತಾರತಮ್ಯವು ನಿರಂತರವಾಗಿ ಅನಿಷ್ಟವಾಗಿಯೇ ಉಳಿದಿದೆ. ವಿವಾಹಗಳ ವಿಚಾರದಲ್ಲಿ ಸಮಾಜದಲ್ಲಿ ಒತ್ತಡವು ಹೆಚ್ಚಾಗಿದ್ದು, ಇದರಿಂದ ಸಂವಿಧಾನಾತ್ಮಕ ಹಕ್ಕುಗಳ ಉಲ್ಲಂಘನೆಯಾಗುತ್ತಿದೆ. ಯುವಕ ಯುವತಿಯರ ಆಯ್ಕೆಯ ಸ್ವಾತಂತ್ರ್ಯವನ್ನು ಗೌರವಿಸುವುದು ಈ ಕಾಯ್ದೆಯ ಮೂಲ ಉದ್ದೇಶವಾಗಿದೆ. ವಿಧೇಯಕದ ಕುರಿತು ಸದನದಲ್ಲಿ ಚರ್ಚೆ ನಡೆಸಿ ಅಂಗೀಕಾರ ಪಡೆಯಲು ಸರ್ಕಾರ ತೀರ್ಮಾನಿಸಿದೆ. ಉನ್ನತ ಮಟ್ಟದ ಸಮಿತಿಯು ಈ ಕಾಯ್ದೆ ರಚನೆಗೆ ಸಲಹೆ ನೀಡಿತ್ತು ಎಂದು ಮೂಲಗಳು ತಿಳಿಸಿವೆ. [618, 1995, 895, 2200]
story1-col4: ಎಂದು ಭರವಸೆ ನೀಡಿದರು. ಇದರ ಜೊತೆಗೆ, ಮುಂಬರುವ ಶೈಕ್ಷಣಿಕ ವರ್ಷ ಪ್ರಾರಂಭವಾಗುವ ಮುನ್ನವೇ, ಅಂದರೆ ಜೂನ್ 1ರ ಒಳಗೆ ಶಿಕ್ಷಕರ ವರ್ಗಾವಣೆ ಪ್ರಕ್ರಿಯೆಯನ್ನು ಸಂಪೂರ್ಣವಾಗಿ ಮುಕ್ತಾಯಗೊಳಿಸಲು ಯೋಜಿಸಲಾಗಿದೆ ಎಂದು ಸಚಿವರು ಮಾಹಿತಿ ನೀಡಿದರು. ಈ ಕುರಿತು ಹೊಸ ನಿಯಮಾವಳಿಗಳ ಕಿತ್ತಡಲ್ಲಿ ಅಧಿಕೃತ ಅಧಿಸೂಚನೆ ಹೊರಡಿಸಲಾಗಿದ್ದು, ಶಿಕ್ಷಕರು ಆನ್‌ಲೈನ್ ಮೂಲಕ ಅರ್ಜಿ ಸಲ್ಲಿಸಬಹುದು. ಸರ್ಕಾರಿ ವ್ಯವಸ್ಥೆಯಲ್ಲಿ ಮಹಿಳಾ ಉದ್ಯೋಗಿಗಳಿಗೆ, ಅದರಲ್ಲೂ ಗ್ರಾಮೀಣ ಭಾಗಗಳಲ್ಲಿ ಸೇವೆ ಸಲ್ಲಿಸುತ್ತಿರುವ ಶಿಕ್ಷಕಿಯರಿಗೆ ಈ ನಿರ್ಧಾರವು ವರದಾನವಾಗಲಿದೆ. ಕೆಲಸದ ಒತ್ತಡ ಮತ್ತು ಕೌಟುಂಬಿಕ ಜವಾಬ್ದಾರಿಗಳ ನಡುವೆ ಸಮತೋಲನ ಕಾಯ್ದುಕೊಳ್ಳಲು ಹೆಣಗಾಡುತ್ತಿದ್ದ ಮಹಿಳೆಯರಿಗೆ ಇಲಾಖೆಯ ಈ ನಡೆ ಆನೆಬಲ ತಂದಿದೆ. ಒಟ್ಟಾರೆಯಾಗಿ, ಹೆರಿಗೆ ರಜೆ ಮತ್ತು ಶಿಶುಪಾಲನಾ ರಜೆಯ ವಿಚಾರದಲ್ಲಿ ಎದುರಾಗುತ್ತಿದ್ದ ಅನಗತ್ಯ ಆಡಳಿತಾತ್ಮಕ ವಿಳಂಬಗಳಿಗೆ ಮುಕ್ತಿ ಹಾಡಲು ಶಿಕ್ಷಣ ಸಚಿವರು ದಿಟ್ಟ ಹೆಜ್ಜೆ ಇಟ್ಟಿದ್ದಾರೆ. [1195, 177, 1475, 400]
story3-subhead: ಮಲ್ಲೇಶ್ವರಂನ ಕೆಪಿಎಸ್ ಶಾಲೆಗೆ ಸಚಿವ ಮಧು ಬಂಗಾರಪ್ಪ ಭೇಟಿ ॥ ವಿದ್ಯಾರ್ಥಿಗಳಿಗೆ ಶುಭಹಾರೈಕೆ [36, 1101, 1121, 1145]
side-byline: ಪ್ರಜಾ ನಾಯಕ ಬೆಂಗಳೂರು [1138, 651, 1242, 665]
story2-byline: ಪ್ರಜಾ ನಾಯಕ ಬೆಂಗಳೂರು [44, 646, 149, 661]
